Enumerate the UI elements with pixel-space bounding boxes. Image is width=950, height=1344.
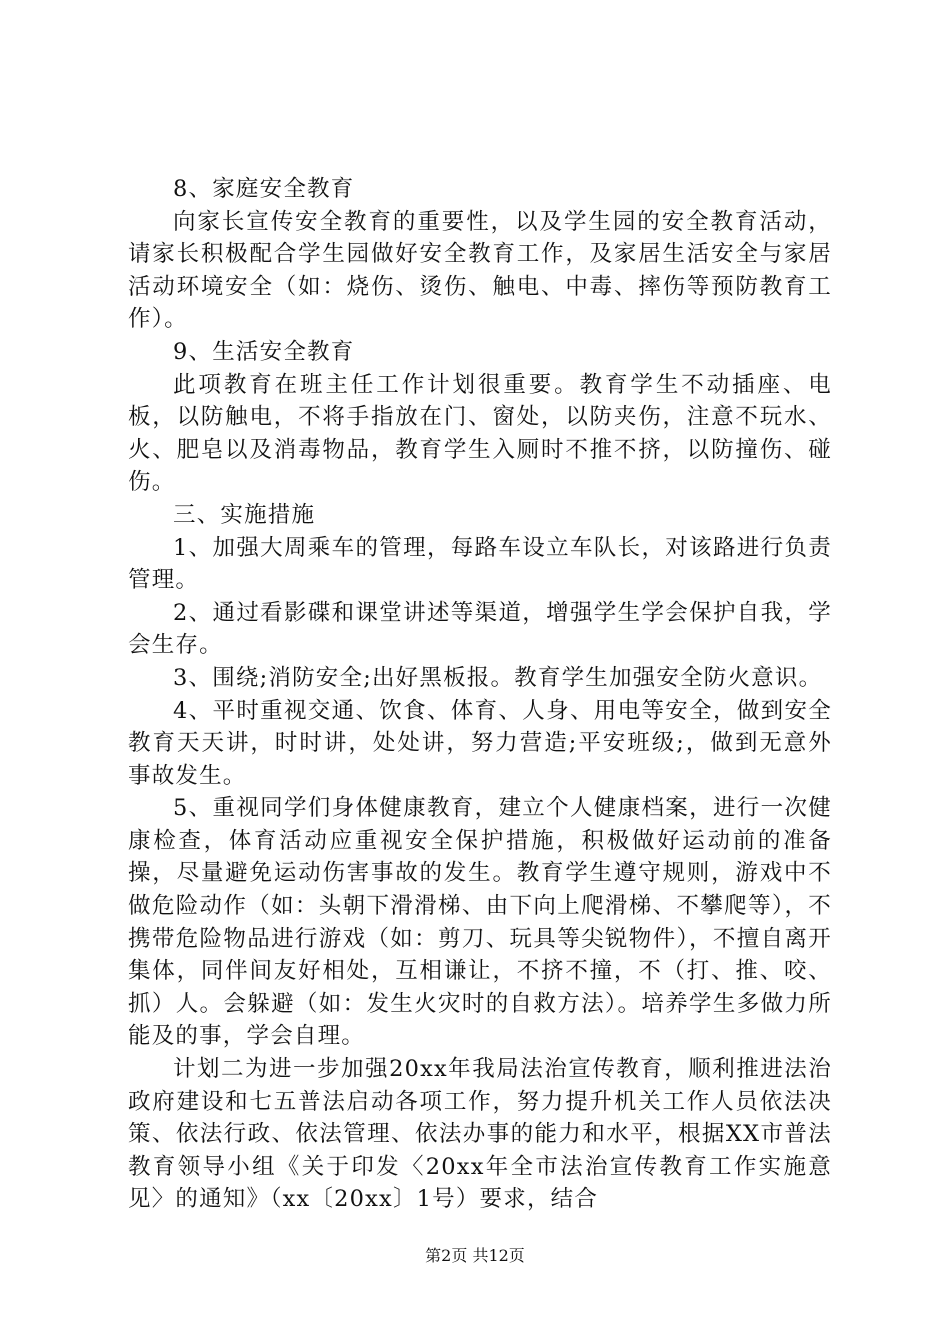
section-heading-measures: 三、实施措施	[173, 501, 316, 528]
document-body	[128, 173, 832, 1216]
paragraph-life-safety: 此项教育在班主任工作计划很重要。教育学生不动插座、电板，以防触电，不将手指放在门、窗处，以防夹伤，注意不玩水、火、肥皂以及消毒物品，教育学生入厕时不推不挤，以防撞伤、碰伤。	[128, 371, 832, 496]
paragraph-measure-4: 4、平时重视交通、饮食、体育、人身、用电等安全，做到安全教育天天讲，时时讲，处处讲，努力营造;平安班级;，做到无意外事故发生。	[128, 697, 832, 789]
paragraph-measure-3: 3、围绕;消防安全;出好黑板报。教育学生加强安全防火意识。	[173, 664, 823, 691]
paragraph-plan-two: 计划二为进一步加强20xx年我局法治宣传教育，顺利推进法治政府建设和七五普法启动各项工作，努力提升机关工作人员依法决策、依法行政、依法管理、依法办事的能力和水平，根据XX市普法教育领导小组《关于印发〈20xx年全市法治宣传教育工作实施意见〉的通知》（xx〔20xx〕1号）要求，结合	[128, 1056, 832, 1213]
section-heading-family-safety: 8、家庭安全教育	[173, 176, 355, 202]
page-number-footer: 第2页 共12页	[425, 1246, 525, 1265]
paragraph-measure-2: 2、通过看影碟和课堂讲述等渠道，增强学生学会保护自我，学会生存。	[128, 599, 832, 659]
section-heading-life-safety: 9、生活安全教育	[173, 338, 355, 365]
paragraph-measure-1: 1、加强大周乘车的管理，每路车设立车队长，对该路进行负责管理。	[128, 534, 832, 594]
paragraph-family-safety: 向家长宣传安全教育的重要性，以及学生园的安全教育活动，请家长积极配合学生园做好安全教育工作，及家居生活安全与家居活动环境安全（如：烧伤、烫伤、触电、中毒、摔伤等预防教育工作）。	[128, 208, 832, 333]
paragraph-measure-5: 5、重视同学们身体健康教育，建立个人健康档案，进行一次健康检查，体育活动应重视安全保护措施，积极做好运动前的准备操，尽量避免运动伤害事故的发生。教育学生遵守规则，游戏中不做危险动作（如：头朝下滑滑梯、由下向上爬滑梯、不攀爬等），不携带危险物品进行游戏（如：剪刀、玩具等尖锐物件），不擅自离开集体，同伴间友好相处，互相谦让，不挤不撞，不（打、推、咬、抓）人。会躲避（如：发生火灾时的自救方法）。培养学生多做力所能及的事，学会自理。	[128, 795, 832, 1050]
